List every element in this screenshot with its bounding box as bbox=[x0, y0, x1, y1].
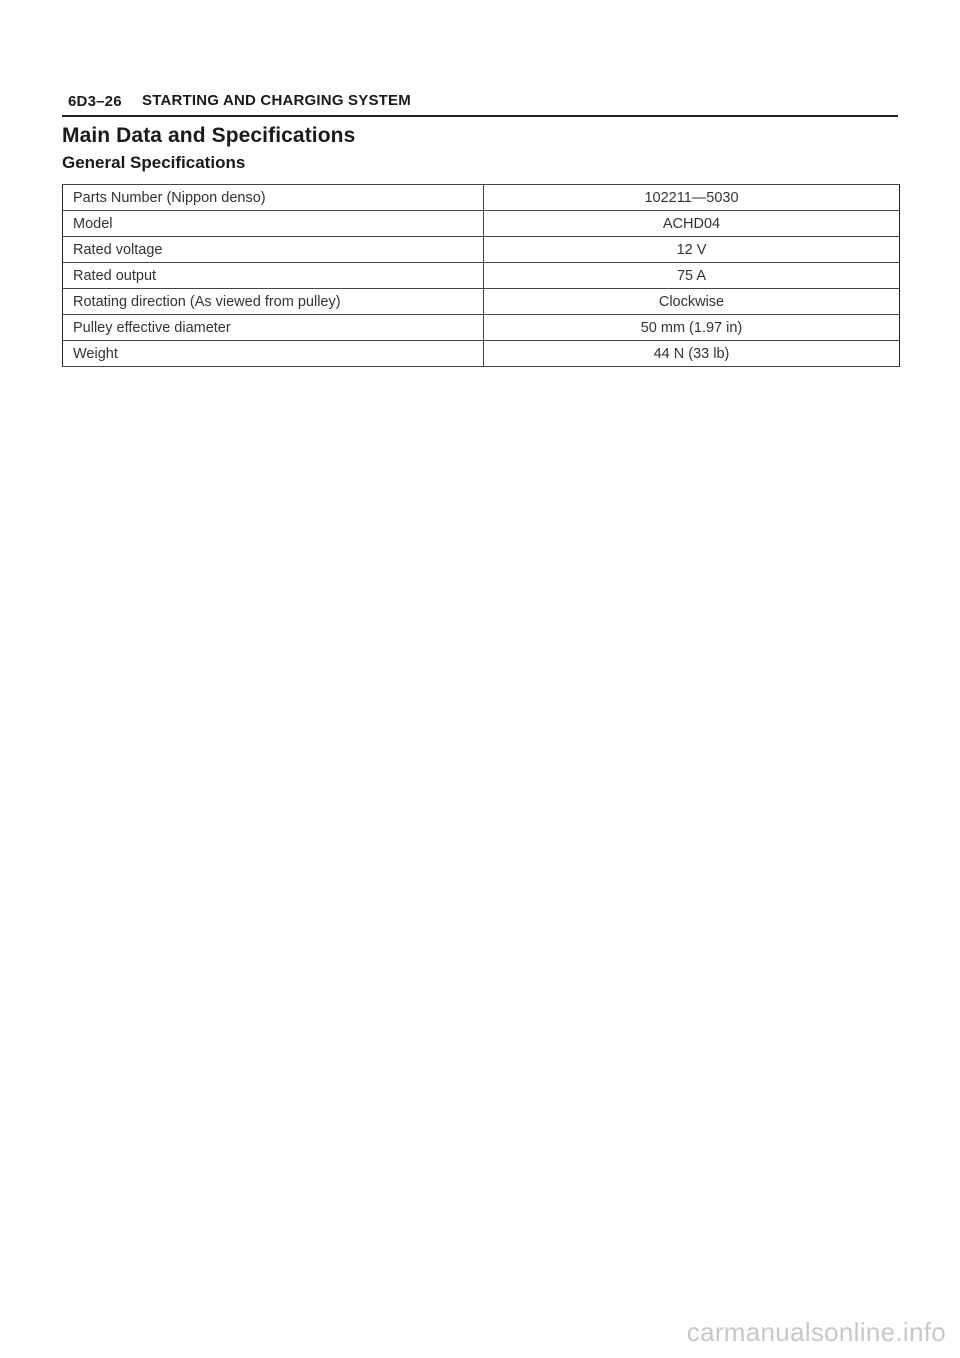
spec-label: Rotating direction (As viewed from pulley) bbox=[63, 289, 484, 315]
spec-value: 12 V bbox=[484, 237, 900, 263]
section-subtitle: General Specifications bbox=[62, 153, 246, 172]
spec-value: Clockwise bbox=[484, 289, 900, 315]
spec-value: 44 N (33 lb) bbox=[484, 341, 900, 367]
table-row bbox=[63, 289, 900, 315]
spec-label: Weight bbox=[63, 341, 484, 367]
spec-value: 75 A bbox=[484, 263, 900, 289]
table-row bbox=[63, 263, 900, 289]
table-row bbox=[63, 341, 900, 367]
spec-label: Rated output bbox=[63, 263, 484, 289]
section-title: STARTING AND CHARGING SYSTEM bbox=[142, 92, 411, 109]
page-title: Main Data and Specifications bbox=[62, 124, 356, 147]
spec-label: Model bbox=[63, 211, 484, 237]
spec-label: Pulley effective diameter bbox=[63, 315, 484, 341]
table-row bbox=[63, 185, 900, 211]
spec-value: 102211—5030 bbox=[484, 185, 900, 211]
watermark: carmanualsonline.info bbox=[686, 1317, 946, 1347]
spec-label: Parts Number (Nippon denso) bbox=[63, 185, 484, 211]
spec-value: ACHD04 bbox=[484, 211, 900, 237]
specifications-table bbox=[62, 184, 900, 367]
table-row bbox=[63, 237, 900, 263]
page-number: 6D3–26 bbox=[68, 93, 122, 110]
table-row bbox=[63, 315, 900, 341]
table-row bbox=[63, 211, 900, 237]
page-header bbox=[62, 90, 898, 117]
spec-label: Rated voltage bbox=[63, 237, 484, 263]
spec-value: 50 mm (1.97 in) bbox=[484, 315, 900, 341]
